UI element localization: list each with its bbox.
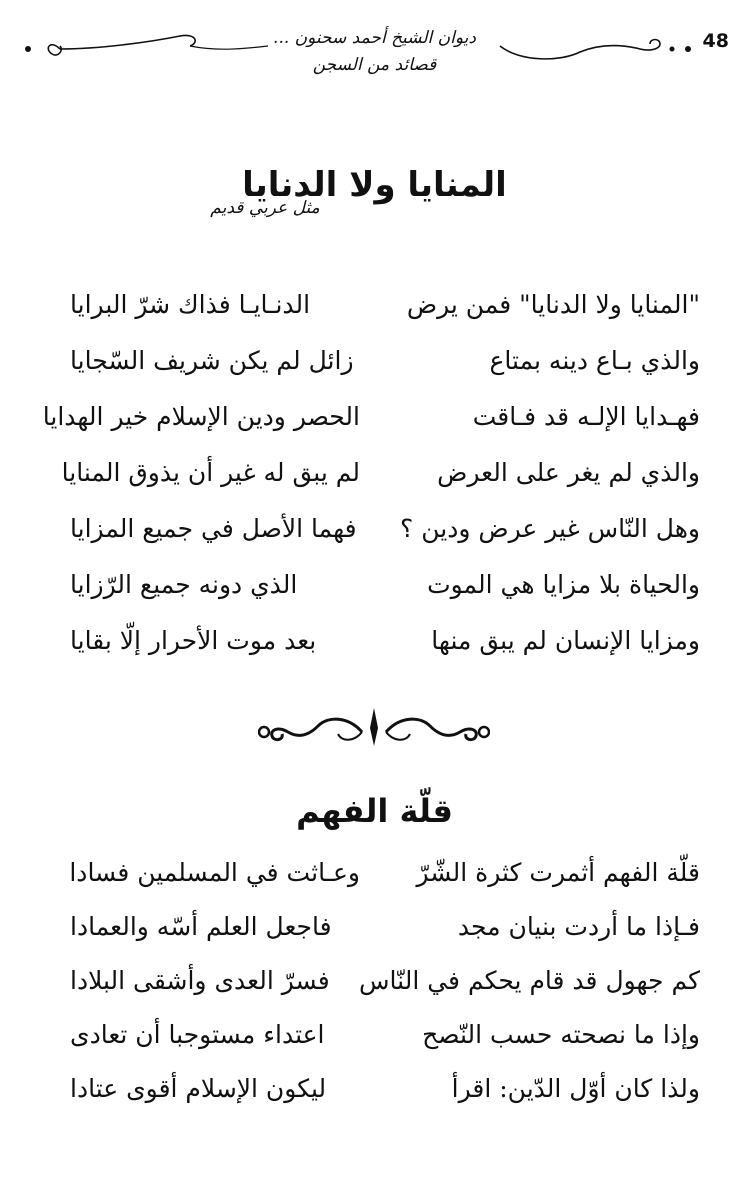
poem1-title: المنايا ولا الدنايا [242,165,507,205]
verse-first-hemistich: والحياة بلا مزايا هي الموت [427,570,700,599]
poem2-verses [70,858,700,1128]
book-title: ديوان الشيخ أحمد سحنون ... [273,28,476,48]
verse-row [70,346,700,402]
verse-second-hemistich: فاجعل العلم أسّه والعمادا [70,912,332,941]
verse-first-hemistich: ومزايا الإنسان لم يبق منها [431,626,700,655]
verse-row [70,1074,700,1128]
verse-second-hemistich: الدنـايـا فذاك شرّ البرايا [70,290,311,319]
verse-first-hemistich: والذي لم يغر على العرض [437,458,700,487]
poem1-title-block [0,165,749,205]
verse-second-hemistich: اعتداء مستوجبا أن تعادى [70,1020,325,1049]
verse-second-hemistich: فسرّ العدى وأشقى البلادا [70,966,330,995]
section-title: قصائد من السجن [312,55,437,75]
page-number: 48 [702,30,729,52]
verse-row [70,570,700,626]
verse-second-hemistich: زائل لم يكن شريف السّجايا [70,346,354,375]
poem1-subtitle: مثل عربي قديم [210,198,320,218]
verse-row [70,966,700,1020]
verse-first-hemistich: "المنايا ولا الدنايا" فمن يرض [406,290,700,319]
verse-first-hemistich: وإذا ما نصحته حسب النّصح [422,1020,700,1049]
verse-second-hemistich: بعد موت الأحرار إلّا بقايا [70,626,317,655]
verse-second-hemistich: الذي دونه جميع الرّزايا [70,570,298,599]
verse-row [70,290,700,346]
verse-first-hemistich: قلّة الفهم أثمرت كثرة الشّرّ [416,858,700,887]
poem1-verses [42,290,700,682]
verse-row [61,458,700,514]
verse-first-hemistich: وهل النّاس غير عرض ودين ؟ [400,514,700,543]
verse-second-hemistich: فهما الأصل في جميع المزايا [70,514,357,543]
poem2-title: قلّة الفهم [296,792,453,830]
verse-second-hemistich: لم يبق له غير أن يذوق المنايا [61,458,360,487]
verse-row [70,858,700,912]
verse-row [70,1020,700,1074]
verse-row [70,626,700,682]
verse-second-hemistich: وعـاثت في المسلمين فسادا [69,858,360,887]
verse-first-hemistich: كم جهول قد قام يحكم في النّاس [359,966,700,995]
verse-second-hemistich: الحصر ودين الإسلام خير الهدايا [42,402,360,431]
verse-first-hemistich: فـإذا ما أردت بنيان مجد [457,912,700,941]
section-divider-ornament [258,702,490,754]
verse-second-hemistich: ليكون الإسلام أقوى عتادا [70,1074,327,1103]
page-header [20,22,729,82]
verse-first-hemistich: والذي بـاع دينه بمتاع [489,346,700,375]
verse-first-hemistich: ولذا كان أوّل الدّين: اقرأ [451,1074,700,1103]
verse-first-hemistich: فهـدايا الإلـه قد فـاقت [472,402,700,431]
verse-row [42,402,700,458]
verse-row [70,514,700,570]
verse-row [70,912,700,966]
